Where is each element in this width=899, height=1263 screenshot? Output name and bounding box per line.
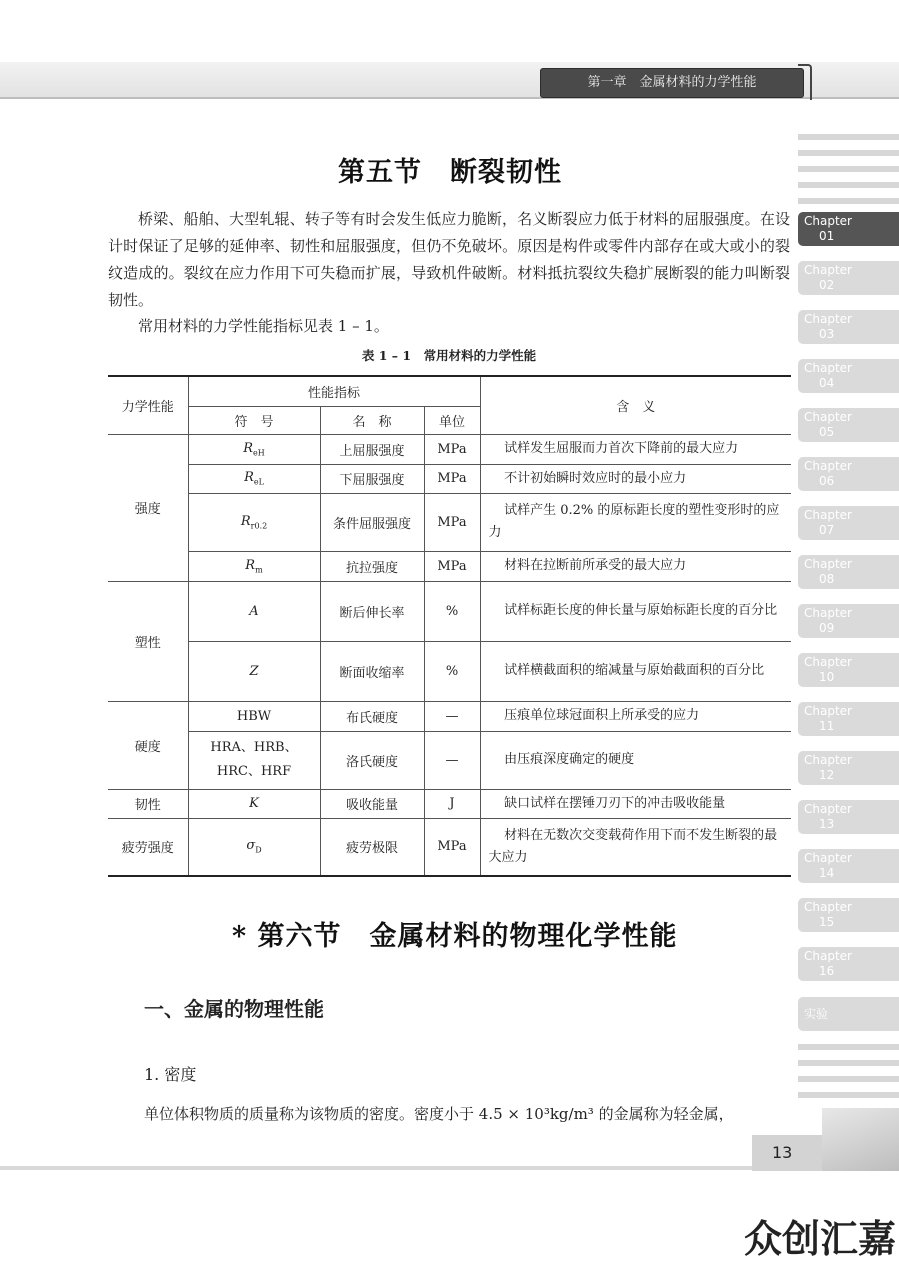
chapter-word: Chapter (804, 851, 852, 865)
unit-cell: MPa (424, 464, 480, 493)
name-cell: 布氏硬度 (320, 701, 424, 731)
sidebar-stripe (798, 1076, 899, 1082)
sidebar-item-chapter-10[interactable] (798, 653, 899, 687)
sidebar-item-chapter-06[interactable] (798, 457, 899, 491)
name-cell: 吸收能量 (320, 789, 424, 818)
symbol-cell: $R_{eL}$ (188, 464, 320, 493)
sidebar-item-chapter-13[interactable] (798, 800, 899, 834)
name-cell: 疲劳极限 (320, 818, 424, 876)
unit-cell: — (424, 701, 480, 731)
chapter-word: Chapter (804, 312, 852, 326)
sidebar-stripe (798, 134, 899, 140)
chapter-number: 05 (819, 425, 835, 439)
desc-cell: 试样横截面积的缩减量与原始截面积的百分比 (480, 641, 791, 701)
chapter-number: 13 (819, 817, 835, 831)
chapter-word: Chapter (804, 704, 852, 718)
chapter-number: 02 (819, 278, 835, 292)
sidebar-item-chapter-05[interactable] (798, 408, 899, 442)
desc-cell: 试样标距长度的伸长量与原始标距长度的百分比 (480, 581, 791, 641)
desc-cell: 不计初始瞬时效应时的最小应力 (480, 464, 791, 493)
chapter-number: 12 (819, 768, 835, 782)
chapter-word: Chapter (804, 655, 852, 669)
sidebar-stripe (798, 150, 899, 156)
group-plasticity: 塑性 (108, 581, 188, 701)
name-cell: 断后伸长率 (320, 581, 424, 641)
desc-cell: 压痕单位球冠面积上所承受的应力 (480, 701, 791, 731)
group-toughness: 韧性 (108, 789, 188, 818)
chapter-number: 15 (819, 915, 835, 929)
unit-cell: % (424, 581, 480, 641)
chapter-word: Chapter (804, 753, 852, 767)
symbol-cell: HBW (188, 701, 320, 731)
chapter-number: 04 (819, 376, 835, 390)
name-cell: 抗拉强度 (320, 551, 424, 581)
symbol-cell: HRA、HRB、 HRC、HRF (188, 731, 320, 789)
unit-cell: MPa (424, 551, 480, 581)
section-title-6: * 第六节 金属材料的物理化学性能 (232, 921, 678, 952)
chapter-number: 16 (819, 964, 835, 978)
table-row (108, 464, 791, 493)
sidebar-stripe (798, 182, 899, 188)
chapter-header-tab: 第一章 金属材料的力学性能 (540, 68, 804, 98)
chapter-word: Chapter (804, 802, 852, 816)
table-row (108, 581, 791, 641)
chapter-word: Chapter (804, 949, 852, 963)
desc-cell: 试样产生 0.2% 的原标距长度的塑性变形时的应力 (480, 493, 791, 551)
symbol-cell: A (188, 581, 320, 641)
chapter-number: 10 (819, 670, 835, 684)
symbol-cell: $R_{eH}$ (188, 434, 320, 464)
unit-cell: MPa (424, 434, 480, 464)
header-meaning: 含 义 (480, 376, 791, 434)
sidebar-item-chapter-01[interactable] (798, 212, 899, 246)
sidebar-item-chapter-02[interactable] (798, 261, 899, 295)
header-property: 力学性能 (108, 376, 188, 434)
chapter-number: 14 (819, 866, 835, 880)
unit-cell: J (424, 789, 480, 818)
subsection-title: 一、金属的物理性能 (144, 997, 324, 1021)
name-cell: 上屈服强度 (320, 434, 424, 464)
body-paragraph: 桥梁、船舶、大型轧辊、转子等有时会发生低应力脆断，名义断裂应力低于材料的屈服强度。在设计时保证了足够的延伸率、韧性和屈服强度，但仍不免破坏。原因是构件或零件内部存在或大或小的裂纹造成的。裂纹在应力作用下可失稳而扩展，导致机件破断。材料抵抗裂纹失稳扩展断裂的能力叫断裂韧性。 (108, 210, 790, 309)
group-hardness: 硬度 (108, 701, 188, 789)
table-row (108, 701, 791, 731)
desc-cell: 由压痕深度确定的硬度 (480, 731, 791, 789)
chapter-number: 07 (819, 523, 835, 537)
chapter-number: 06 (819, 474, 835, 488)
unit-cell: % (424, 641, 480, 701)
chapter-number: 03 (819, 327, 835, 341)
unit-cell: — (424, 731, 480, 789)
sidebar-item-chapter-03[interactable] (798, 310, 899, 344)
table-row (108, 731, 791, 789)
chapter-word: Chapter (804, 361, 852, 375)
footer-line (0, 1166, 760, 1170)
page-number: 13 (752, 1135, 822, 1171)
sidebar-stripe (798, 198, 899, 204)
desc-cell: 材料在拉断前所承受的最大应力 (480, 551, 791, 581)
table-caption: 表 1 – 1 常用材料的力学性能 (361, 348, 537, 363)
sidebar-item-chapter-15[interactable] (798, 898, 899, 932)
table-row (108, 818, 791, 876)
table-row (108, 434, 791, 464)
chapter-number: 08 (819, 572, 835, 586)
desc-cell: 材料在无数次交变载荷作用下而不发生断裂的最大应力 (480, 818, 791, 876)
table-row (108, 789, 791, 818)
sidebar-item-chapter-14[interactable] (798, 849, 899, 883)
sidebar-item-experiment[interactable]: 实验 (798, 997, 899, 1031)
desc-cell: 缺口试样在摆锤刀刃下的冲击吸收能量 (480, 789, 791, 818)
symbol-cell: $R_m$ (188, 551, 320, 581)
sidebar-stripe (798, 166, 899, 172)
header-name: 名 称 (320, 406, 424, 434)
chapter-word: Chapter (804, 410, 852, 424)
header-indicator: 性能指标 (188, 376, 480, 406)
table-row (108, 641, 791, 701)
sidebar-item-chapter-07[interactable] (798, 506, 899, 540)
header-symbol: 符 号 (188, 406, 320, 434)
chapter-word: Chapter (804, 508, 852, 522)
chapter-word: Chapter (804, 214, 852, 228)
chapter-word: Chapter (804, 459, 852, 473)
header-unit: 单位 (424, 406, 480, 434)
table-row (108, 493, 791, 551)
watermark-logo: 众创汇嘉 (744, 1217, 897, 1261)
chapter-word: Chapter (804, 263, 852, 277)
name-cell: 条件屈服强度 (320, 493, 424, 551)
chapter-word: Chapter (804, 557, 852, 571)
table-row (108, 551, 791, 581)
name-cell: 下屈服强度 (320, 464, 424, 493)
unit-cell: MPa (424, 818, 480, 876)
name-cell: 洛氏硬度 (320, 731, 424, 789)
sidebar-item-chapter-04[interactable] (798, 359, 899, 393)
desc-cell: 试样发生屈服而力首次下降前的最大应力 (480, 434, 791, 464)
section-title: 第五节 断裂韧性 (338, 157, 562, 188)
chapter-word: Chapter (804, 606, 852, 620)
sidebar-stripe (798, 1092, 899, 1098)
subsubsection-title: 1. 密度 (144, 1065, 197, 1084)
body-paragraph-density: 单位体积物质的质量称为该物质的密度。密度小于 4.5 × 10³kg/m³ 的金属称为轻金属， (144, 1105, 734, 1123)
sidebar-item-chapter-11[interactable] (798, 702, 899, 736)
sidebar-stripe (798, 1060, 899, 1066)
sidebar-item-chapter-09[interactable] (798, 604, 899, 638)
body-paragraph-table-ref: 常用材料的力学性能指标见表 1 – 1。 (138, 317, 389, 335)
sidebar-stripe (798, 1044, 899, 1050)
group-fatigue: 疲劳强度 (108, 818, 188, 876)
symbol-cell: K (188, 789, 320, 818)
header-tab-decoration (798, 64, 812, 100)
sidebar-item-chapter-16[interactable] (798, 947, 899, 981)
unit-cell: MPa (424, 493, 480, 551)
properties-table (108, 375, 791, 877)
name-cell: 断面收缩率 (320, 641, 424, 701)
symbol-cell: $R_{r0.2}$ (188, 493, 320, 551)
chapter-number: 01 (819, 229, 835, 243)
symbol-cell: Z (188, 641, 320, 701)
chapter-number: 09 (819, 621, 835, 635)
page-corner-decoration (822, 1108, 899, 1171)
chapter-word: Chapter (804, 900, 852, 914)
symbol-cell: $\sigma_D$ (188, 818, 320, 876)
sidebar-item-chapter-08[interactable] (798, 555, 899, 589)
chapter-number: 11 (819, 719, 835, 733)
sidebar-item-chapter-12[interactable] (798, 751, 899, 785)
group-strength: 强度 (108, 434, 188, 581)
